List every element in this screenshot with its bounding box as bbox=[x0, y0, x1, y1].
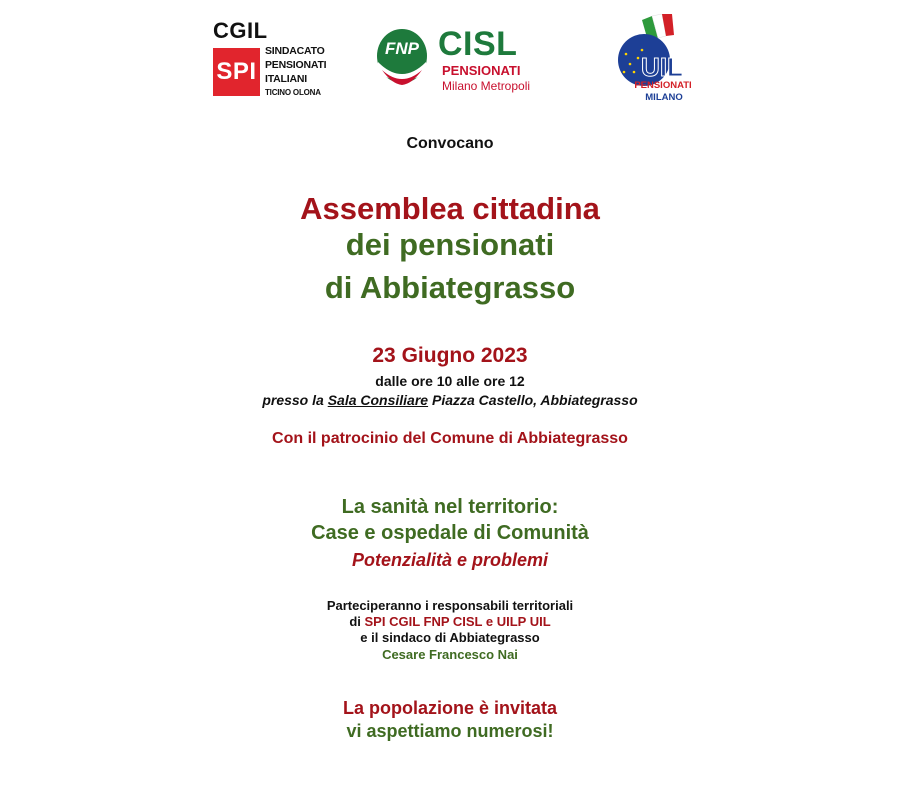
event-time: dalle ore 10 alle ore 12 bbox=[375, 373, 525, 389]
fnp-cisl-logo bbox=[374, 24, 534, 104]
topic-line-3: Potenzialità e problemi bbox=[351, 550, 549, 570]
event-date: 23 Giugno 2023 bbox=[372, 344, 528, 367]
title-line-1: Assemblea cittadina bbox=[300, 191, 600, 226]
participants-line-3: e il sindaco di Abbiategrasso bbox=[360, 630, 540, 645]
cisl-pensionati: PENSIONATI bbox=[442, 63, 521, 78]
title-line-2: dei pensionati bbox=[345, 227, 555, 262]
cgil-spi-logo bbox=[210, 20, 340, 108]
closing-line-2: vi aspettiamo numerosi! bbox=[346, 721, 554, 741]
participants-line-2-prefix: di bbox=[349, 614, 365, 629]
cisl-milano-metropoli: Milano Metropoli bbox=[442, 79, 531, 93]
patronage-text: Con il patrocinio del Comune di Abbiategrasso bbox=[272, 430, 628, 447]
cgil-line-1: SINDACATO bbox=[265, 45, 325, 57]
cgil-line-3: ITALIANI bbox=[265, 73, 307, 85]
closing-line-1: La popolazione è invitata bbox=[342, 698, 558, 718]
cisl-word: CISL bbox=[438, 25, 518, 63]
uil-pensionati-logo bbox=[608, 14, 698, 106]
cgil-line-4: TICINO OLONA bbox=[265, 88, 321, 97]
cgil-word: CGIL bbox=[213, 18, 268, 43]
uil-pensionati: PENSIONATI bbox=[634, 80, 692, 91]
fnp-badge-text: FNP bbox=[385, 39, 419, 58]
participants-orgs: SPI CGIL FNP CISL e UILP UIL bbox=[364, 614, 551, 629]
fnp-badge-icon bbox=[376, 28, 428, 86]
spi-box: SPI bbox=[213, 48, 260, 96]
participants-line-2 bbox=[0, 614, 900, 630]
event-place bbox=[0, 391, 900, 409]
title-line-3: di Abbiategrasso bbox=[324, 270, 576, 305]
cgil-text-lines bbox=[265, 44, 326, 100]
event-place-prefix: presso la bbox=[262, 392, 328, 408]
participants-line-1: Parteciperanno i responsabili territoriali bbox=[326, 598, 574, 613]
event-place-hall: Sala Consiliare bbox=[327, 392, 429, 408]
mayor-name: Cesare Francesco Nai bbox=[382, 647, 518, 662]
uil-word: UIL bbox=[641, 52, 683, 82]
uil-milano: MILANO bbox=[645, 92, 683, 103]
topic-line-2: Case e ospedale di Comunità bbox=[311, 522, 589, 544]
event-place-suffix: Piazza Castello, Abbiategrasso bbox=[428, 392, 638, 408]
convocano-text: Convocano bbox=[406, 135, 494, 152]
cgil-line-2: PENSIONATI bbox=[265, 59, 327, 71]
logo-row bbox=[0, 14, 900, 106]
topic-line-1: La sanità nel territorio: bbox=[341, 496, 559, 518]
